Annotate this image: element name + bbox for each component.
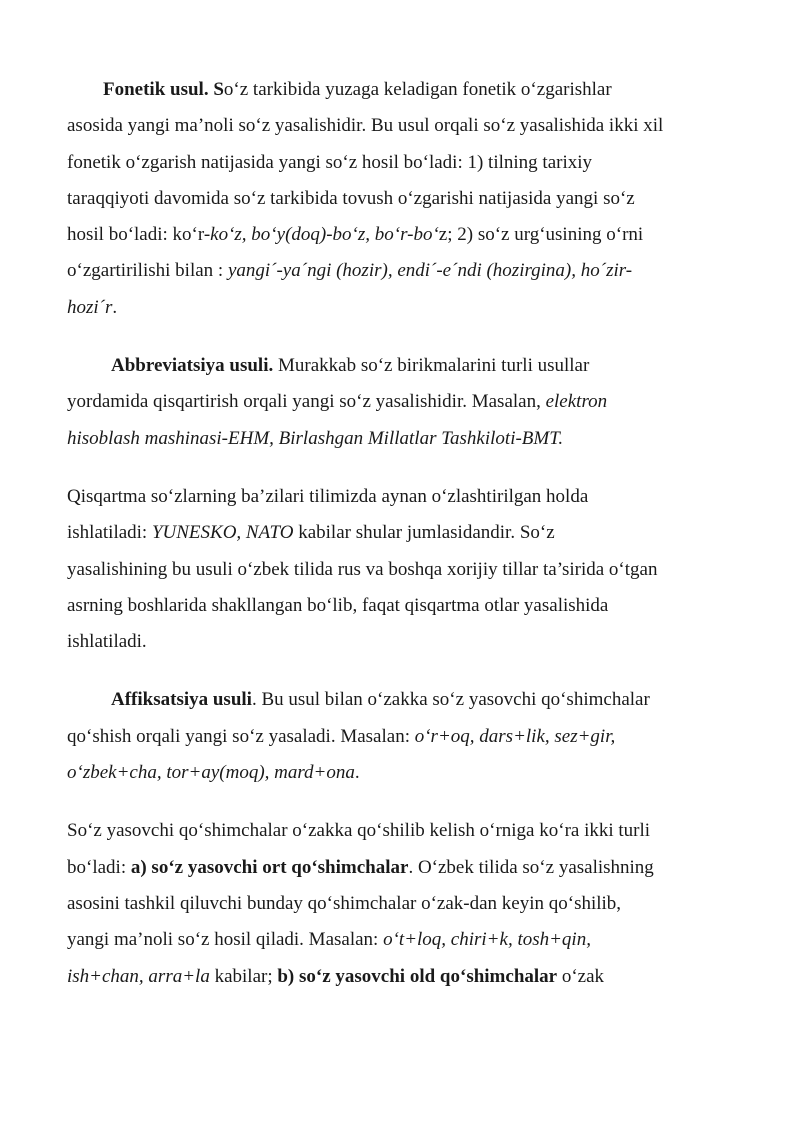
text-line: [67, 588, 747, 624]
term-old-qoshimchalar: b) so‘z yasovchi old qo‘shimchalar: [277, 965, 558, 987]
text-line: [67, 682, 747, 718]
example-run: o‘zbek+cha, tor+ay(moq), mard+ona: [67, 762, 355, 784]
text-line: [67, 813, 747, 849]
paragraph-fonetik-usul: [67, 72, 747, 326]
text-run: ishlatiladi.: [67, 631, 147, 653]
text-run: taraqqiyoti davomida so‘z tarkibida tovush o‘zgarishi natijasida yangi so‘z: [67, 187, 635, 209]
text-line: [67, 515, 747, 551]
text-run: kabilar shular jumlasidandir. So‘z: [293, 522, 555, 544]
text-line: [67, 348, 747, 384]
text-run: Qisqartma so‘zlarning ba’zilari tilimizda aynan o‘zlashtirilgan holda: [67, 485, 589, 507]
paragraph-gap: [67, 791, 747, 813]
document-page: [67, 72, 747, 995]
text-run: ishlatiladi:: [67, 522, 152, 544]
example-run: o‘r+oq, dars+lik, sez+gir,: [414, 725, 616, 747]
text-run: o‘zgartirilishi bilan :: [67, 260, 228, 282]
text-line: [67, 108, 747, 144]
text-run: .: [354, 762, 360, 784]
example-run: hisoblash mashinasi-EHM, Birlashgan Millatlar Tashkiloti-BMT.: [67, 427, 564, 449]
text-line: [67, 479, 747, 515]
text-line: [67, 384, 747, 420]
example-run: YUNESKO, NATO: [151, 522, 294, 544]
text-line: [67, 624, 747, 660]
heading-abbreviatsiya-usuli: Abbreviatsiya usuli.: [111, 355, 274, 377]
paragraph-qoshimchalar: [67, 813, 747, 994]
paragraph-gap: [67, 457, 747, 479]
text-run: . Bu usul bilan o‘zakka so‘z yasovchi qo‘shimchalar: [251, 689, 650, 711]
text-run: z; 2) so‘z urg‘usining o‘rni: [438, 224, 644, 246]
text-run: bo‘ladi:: [67, 856, 131, 878]
paragraph-gap: [67, 660, 747, 682]
text-line: [67, 181, 747, 217]
paragraph-abbreviatsiya-usuli: [67, 348, 747, 457]
text-run: asrning boshlarida shakllangan bo‘lib, faqat qisqartma otlar yasalishida: [67, 594, 609, 616]
text-line: [67, 755, 747, 791]
paragraph-gap: [67, 326, 747, 348]
text-run: kabilar;: [214, 965, 278, 987]
text-line: [67, 922, 747, 958]
text-line: [67, 886, 747, 922]
example-run: elektron: [545, 391, 608, 413]
text-run: asosida yangi ma’noli so‘z yasalishidir. Bu usul orqali so‘z yasalishida ikki xil: [67, 115, 664, 137]
text-line: [67, 72, 747, 108]
text-line: [67, 290, 747, 326]
text-line: [67, 217, 747, 253]
text-line: [67, 552, 747, 588]
text-run: Murakkab so‘z birikmalarini turli usullar: [273, 355, 590, 377]
paragraph-affiksatsiya-usuli: [67, 682, 747, 791]
text-run: S: [213, 79, 224, 100]
text-run: So‘z yasovchi qo‘shimchalar o‘zakka qo‘shilib kelish o‘rniga ko‘ra ikki turli: [67, 820, 651, 842]
text-run: qo‘shish orqali yangi so‘z yasaladi. Masalan:: [67, 725, 415, 747]
text-line: [67, 253, 747, 289]
text-line: [67, 850, 747, 886]
text-run: hosil bo‘ladi: ko‘r-: [67, 224, 211, 246]
text-run: .: [112, 296, 118, 318]
text-line: [67, 421, 747, 457]
example-run: o‘t+loq, chiri+k, tosh+qin,: [383, 929, 591, 951]
heading-affiksatsiya-usuli: Affiksatsiya usuli: [111, 689, 252, 711]
text-line: [67, 145, 747, 181]
text-run: yasalishining bu usuli o‘zbek tilida rus va boshqa xorijiy tillar ta’sirida o‘tgan: [67, 558, 658, 580]
text-run: fonetik o‘zgarish natijasida yangi so‘z hosil bo‘ladi: 1) tilning tarixiy: [67, 151, 593, 173]
term-ort-qoshimchalar: a) so‘z yasovchi ort qo‘shimchalar: [130, 856, 409, 878]
text-line: [67, 959, 747, 995]
text-run: o‘zak: [557, 965, 605, 987]
text-line: [67, 719, 747, 755]
text-run: o‘z tarkibida yuzaga keladigan fonetik o‘zgarishlar: [223, 79, 612, 100]
example-run: hozi´r: [67, 296, 113, 318]
text-run: yordamida qisqartirish orqali yangi so‘z yasalishidir. Masalan,: [67, 391, 546, 413]
paragraph-qisqartma: [67, 479, 747, 660]
example-run: yangi´-ya´ngi (hozir), endi´-e´ndi (hozirgina), ho´zir-: [227, 260, 633, 282]
text-run: . O‘zbek tilida so‘z yasalishning: [408, 856, 654, 878]
text-run: asosini tashkil qiluvchi bunday qo‘shimchalar o‘zak-dan keyin qo‘shilib,: [67, 892, 622, 914]
example-run: ko‘z, bo‘y(doq)-bo‘z, bo‘r-bo‘: [210, 224, 439, 246]
text-run: yangi ma’noli so‘z hosil qiladi. Masalan:: [67, 929, 384, 951]
example-run: ish+chan, arra+la: [67, 965, 215, 987]
heading-fonetik-usul: Fonetik usul.: [103, 79, 214, 100]
